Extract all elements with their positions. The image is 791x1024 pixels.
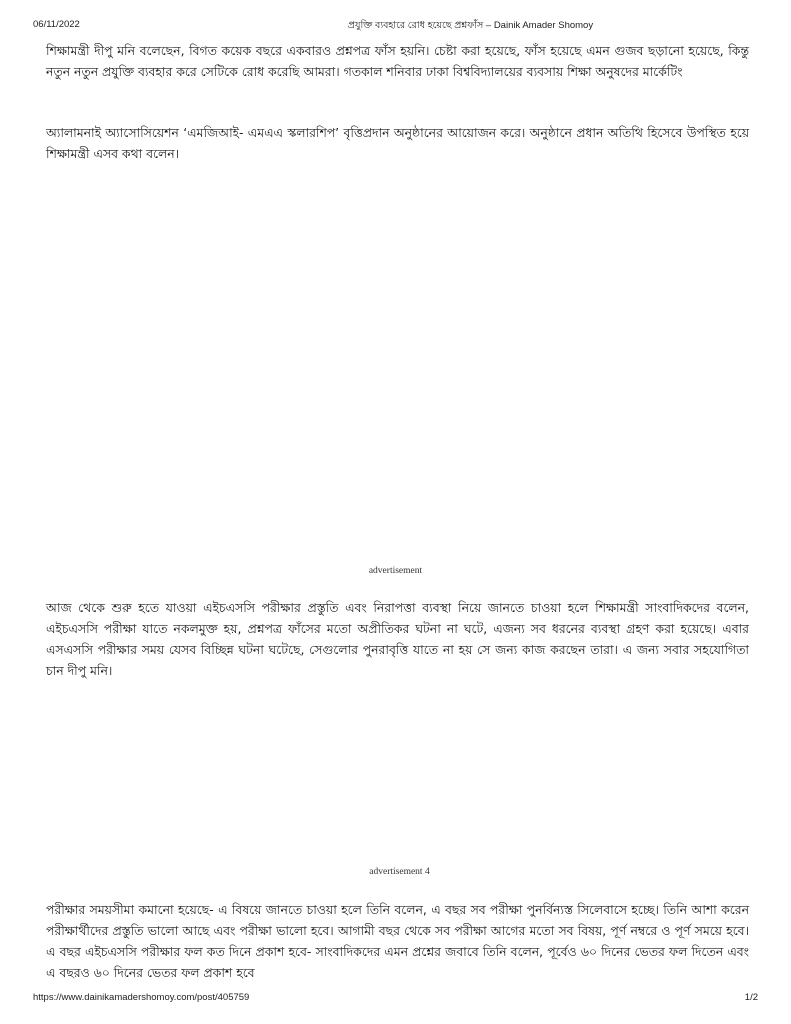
print-footer (33, 992, 758, 1006)
article-paragraph-1: শিক্ষামন্ত্রী দীপু মনি বলেছেন, বিগত কয়েক বছরে একবারও প্রশ্নপত্র ফাঁস হয়নি। চেষ্টা করা হয়েছে, ফাঁস হয়েছে এমন গুজব ছড়ানো হয়েছে, কিন্তু নতুন নতুন প্রযুক্তি ব্যবহার করে সেটিকে রোধ করেছি আমরা। গতকাল শনিবার ঢাকা বিশ্ববিদ্যালয়ের ব্যবসায় শিক্ষা অনুষদের মার্কেটিং (46, 43, 749, 79)
page-title: প্রযুক্তি ব্যবহারে রোধ হয়েছে প্রশ্নফাঁস – Dainik Amader Shomoy (347, 20, 594, 31)
page-number: 1/2 (744, 992, 758, 1003)
article-paragraph-2: অ্যালামনাই অ্যাসোসিয়েশন ‘এমজিআই- এমএএ স্কলারশিপ’ বৃত্তিপ্রদান অনুষ্ঠানের আয়োজন করে। অনুষ্ঠানে প্রধান অতিথি হিসেবে উপস্থিত হয়ে শিক্ষামন্ত্রী এসব কথা বলেন। (46, 125, 749, 161)
article-paragraph-4: পরীক্ষার সময়সীমা কমানো হয়েছে- এ বিষয়ে জানতে চাওয়া হলে তিনি বলেন, এ বছর সব পরীক্ষা পুনর্বিন্যস্ত সিলেবাসে হচ্ছে। তিনি আশা করেন পরীক্ষার্থীদের প্রস্তুতি ভালো আছে এবং পরীক্ষা ভালো হবে। আগামী বছর থেকে সব পরীক্ষা আগের মতো সব বিষয়, পূর্ণ নম্বরে ও পূর্ণ সময়ে হবে। এ বছর এইচএসসি পরীক্ষার ফল কত দিনে প্রকাশ হবে- সাংবাদিকদের এমন প্রশ্নের জবাবে তিনি বলেন, পূর্বেও ৬০ দিনের ভেতর ফল দিতেন এবং এ বছরও ৬০ দিনের ভেতর ফল প্রকাশ হবে (46, 902, 749, 980)
advertisement-4-label: advertisement 4 (369, 867, 430, 877)
print-header (33, 19, 758, 33)
advertisement-label: advertisement (368, 566, 423, 576)
article-paragraph-3: আজ থেকে শুরু হতে যাওয়া এইচএসসি পরীক্ষার প্রস্তুতি এবং নিরাপত্তা ব্যবস্থা নিয়ে জানতে চাওয়া হলে শিক্ষামন্ত্রী সাংবাদিকদের বলেন, এইচএসসি পরীক্ষা যাতে নকলমুক্ত হয়, প্রশ্নপত্র ফাঁসের মতো অপ্রীতিকর ঘটনা না ঘটে, এজন্য সব ধরনের ব্যবস্থা গ্রহণ করা হয়েছে। এবার এসএসসি পরীক্ষার সময় যেসব বিচ্ছিন্ন ঘটনা ঘটেছে, সেগুলোর পুনরাবৃত্তি যাতে না হয় সে জন্য কাজ করছেন তারা। এ জন্য সবার সহযোগিতা চান দীপু মনি। (46, 600, 749, 678)
source-url-link[interactable]: https://www.dainikamadershomoy.com/post/405759 (33, 992, 250, 1003)
print-date: 06/11/2022 (33, 19, 80, 30)
